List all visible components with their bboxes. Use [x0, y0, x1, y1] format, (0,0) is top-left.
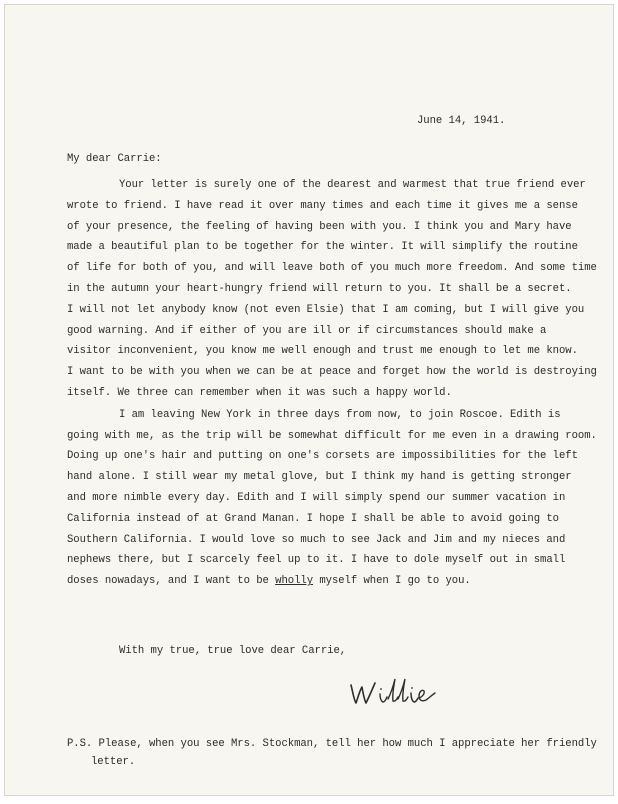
body-line: visitor inconvenient, you know me well enough and trust me enough to let me know. — [67, 345, 578, 358]
body-line: I want to be with you when we can be at peace and forget how the world is destroying — [67, 366, 597, 379]
body-line: I am leaving New York in three days from now, to join Roscoe. Edith is — [119, 408, 561, 421]
body-line: hand alone. I still wear my metal glove, but I think my hand is getting stronger — [67, 471, 572, 484]
body-line: made a beautiful plan to be together for the winter. It will simplify the routine — [67, 241, 578, 254]
body-line: of your presence, the feeling of having been with you. I think you and Mary have — [67, 220, 572, 233]
body-line: nephews there, but I scarcely feel up to it. I have to dole myself out in small — [67, 554, 566, 567]
letter-body — [67, 175, 597, 592]
last-line-start: doses nowadays, and I want to be — [67, 575, 276, 588]
body-line: going with me, as the trip will be somewhat difficult for me even in a drawing room. — [67, 429, 597, 442]
last-line-end: myself when I go to you. — [313, 575, 471, 588]
postscript-line: letter. — [91, 756, 136, 768]
body-line: Southern California. I would love so much to see Jack and Jim and my nieces and — [67, 533, 566, 546]
body-line: wrote to friend. I have read it over many times and each time it gives me a sense — [67, 199, 578, 212]
body-line: itself. We three can remember when it was such a happy world. — [67, 386, 452, 399]
body-line-last — [67, 571, 587, 592]
postscript-line: P.S. Please, when you see Mrs. Stockman, tell her how much I appreciate her friendly — [67, 738, 597, 750]
letter-date: June 14, 1941. — [417, 115, 506, 127]
body-line: of life for both of you, and will leave both of you much more freedom. And some time — [67, 262, 597, 275]
underlined-word: wholly — [275, 575, 314, 588]
salutation: My dear Carrie: — [67, 153, 162, 165]
body-line: in the autumn your heart-hungry friend will return to you. It shall be a secret. — [67, 282, 572, 295]
closing-line: With my true, true love dear Carrie, — [119, 645, 347, 657]
body-line: good warning. And if either of you are ill or if circumstances should make a — [67, 324, 547, 337]
body-line: Doing up one's hair and putting on one's corsets are impossibilities for the left — [67, 450, 578, 463]
body-line: and more nimble every day. Edith and I will simply spend our summer vacation in — [67, 491, 566, 504]
handwritten-signature — [345, 673, 445, 713]
letter-page — [4, 4, 614, 796]
body-line: Your letter is surely one of the dearest and warmest that true friend ever — [119, 179, 586, 191]
postscript — [67, 735, 597, 771]
body-line: I will not let anybody know (not even Elsie) that I am coming, but I will give you — [67, 303, 585, 316]
body-line: California instead of at Grand Manan. I hope I shall be able to avoid going to — [67, 512, 559, 525]
